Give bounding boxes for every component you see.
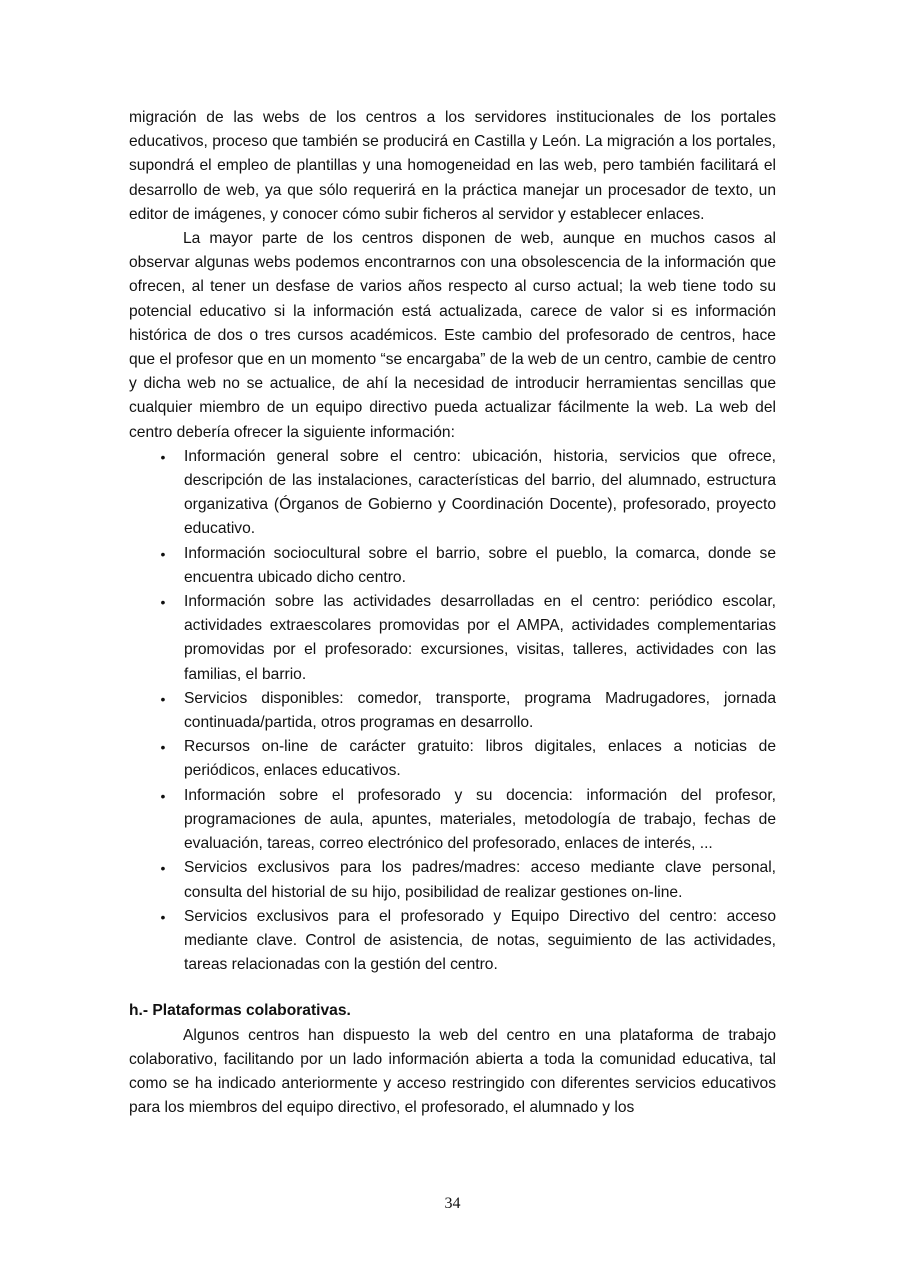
paragraph-web-migration: migración de las webs de los centros a los servidores institucionales de los portales educativos, proceso que también se producirá en Castilla y León. La migración a los portales, supondrá el empleo de plantillas y una homogeneidad en las web, pero también facilitará el desarrollo de web, ya que sólo requerirá en la práctica manejar un procesador de texto, un editor de imágenes, y conocer cómo subir ficheros al servidor y establecer enlaces. — [129, 109, 776, 223]
information-bullet-list — [129, 445, 776, 977]
list-item — [129, 687, 776, 735]
bullet-icon: • — [160, 787, 166, 804]
list-item-text: Servicios exclusivos para los padres/madres: acceso mediante clave personal, consulta del historial de su hijo, posibilidad de realizar gestiones on-line. — [184, 859, 776, 901]
bullet-icon: • — [160, 908, 166, 925]
section-heading: h.- Plataformas colaborativas. — [129, 1002, 351, 1020]
list-item — [129, 445, 776, 542]
bullet-icon: • — [160, 690, 166, 707]
list-item-text: Información sobre las actividades desarrolladas en el centro: periódico escolar, actividades extraescolares promovidas por el AMPA, actividades complementarias promovidas por el profesorado: excursiones, visitas, talleres, actividades con las familias, el barrio. — [184, 593, 776, 683]
list-item — [129, 735, 776, 783]
list-item-text: Servicios exclusivos para el profesorado y Equipo Directivo del centro: acceso mediante clave. Control de asistencia, de notas, seguimiento de las actividades, tareas relacionadas con la gestión del centro. — [184, 907, 776, 974]
page-number: 34 — [444, 1195, 461, 1212]
list-item-text: Servicios disponibles: comedor, transporte, programa Madrugadores, jornada continuada/partida, otros programas en desarrollo. — [184, 689, 776, 732]
list-item — [129, 542, 776, 590]
bullet-icon: • — [160, 448, 166, 465]
bullet-icon: • — [160, 739, 166, 756]
list-item-text: Información general sobre el centro: ubicación, historia, servicios que ofrece, descripción de las instalaciones, características del barrio, del alumnado, estructura organizativa (Órganos de Gobierno y Coordinación Docente), profesorado, proyecto educativo. — [184, 447, 776, 538]
paragraph-web-obsolescence: La mayor parte de los centros disponen de web, aunque en muchos casos al observar algunas webs podemos encontrarnos con una obsolescencia de la información que ofrecen, al tener un desfase de varios años respecto al curso actual; la web tiene todo su potencial educativo si la información está actualizada, carece de valor si es información histórica de dos o tres cursos académicos. Este cambio del profesorado de centros, hace que el profesor que en un momento “se encargaba” de la web de un centro, cambie de centro y dicha web no se actualice, de ahí la necesidad de introducir herramientas sencillas que cualquier miembro de un equipo directivo pueda actualizar fácilmente la web. La web del centro debería ofrecer la siguiente información: — [129, 230, 776, 441]
list-item-text: Información sobre el profesorado y su docencia: información del profesor, programaciones de aula, apuntes, materiales, metodología de trabajo, fechas de evaluación, tareas, correo electrónico del profesorado, enlaces de interés, ... — [184, 786, 776, 853]
list-item-text: Recursos on-line de carácter gratuito: libros digitales, enlaces a noticias de periódicos, enlaces educativos. — [184, 738, 776, 780]
list-item — [129, 784, 776, 857]
list-item — [129, 905, 776, 978]
bullet-icon: • — [160, 860, 166, 877]
bullet-icon: • — [160, 545, 166, 562]
list-item-text: Información sociocultural sobre el barrio, sobre el pueblo, la comarca, donde se encuentra ubicado dicho centro. — [184, 544, 776, 586]
bullet-icon: • — [160, 594, 166, 611]
list-item — [129, 590, 776, 687]
list-item — [129, 856, 776, 904]
document-body — [129, 106, 776, 1120]
paragraph-collaborative-platforms: Algunos centros han dispuesto la web del centro en una plataforma de trabajo colaborativo, facilitando por un lado información abierta a toda la comunidad educativa, tal como se ha indicado anteriormente y acceso restringido con diferentes servicios educativos para los miembros del equipo directivo, el profesorado, el alumnado y los — [129, 1026, 776, 1117]
